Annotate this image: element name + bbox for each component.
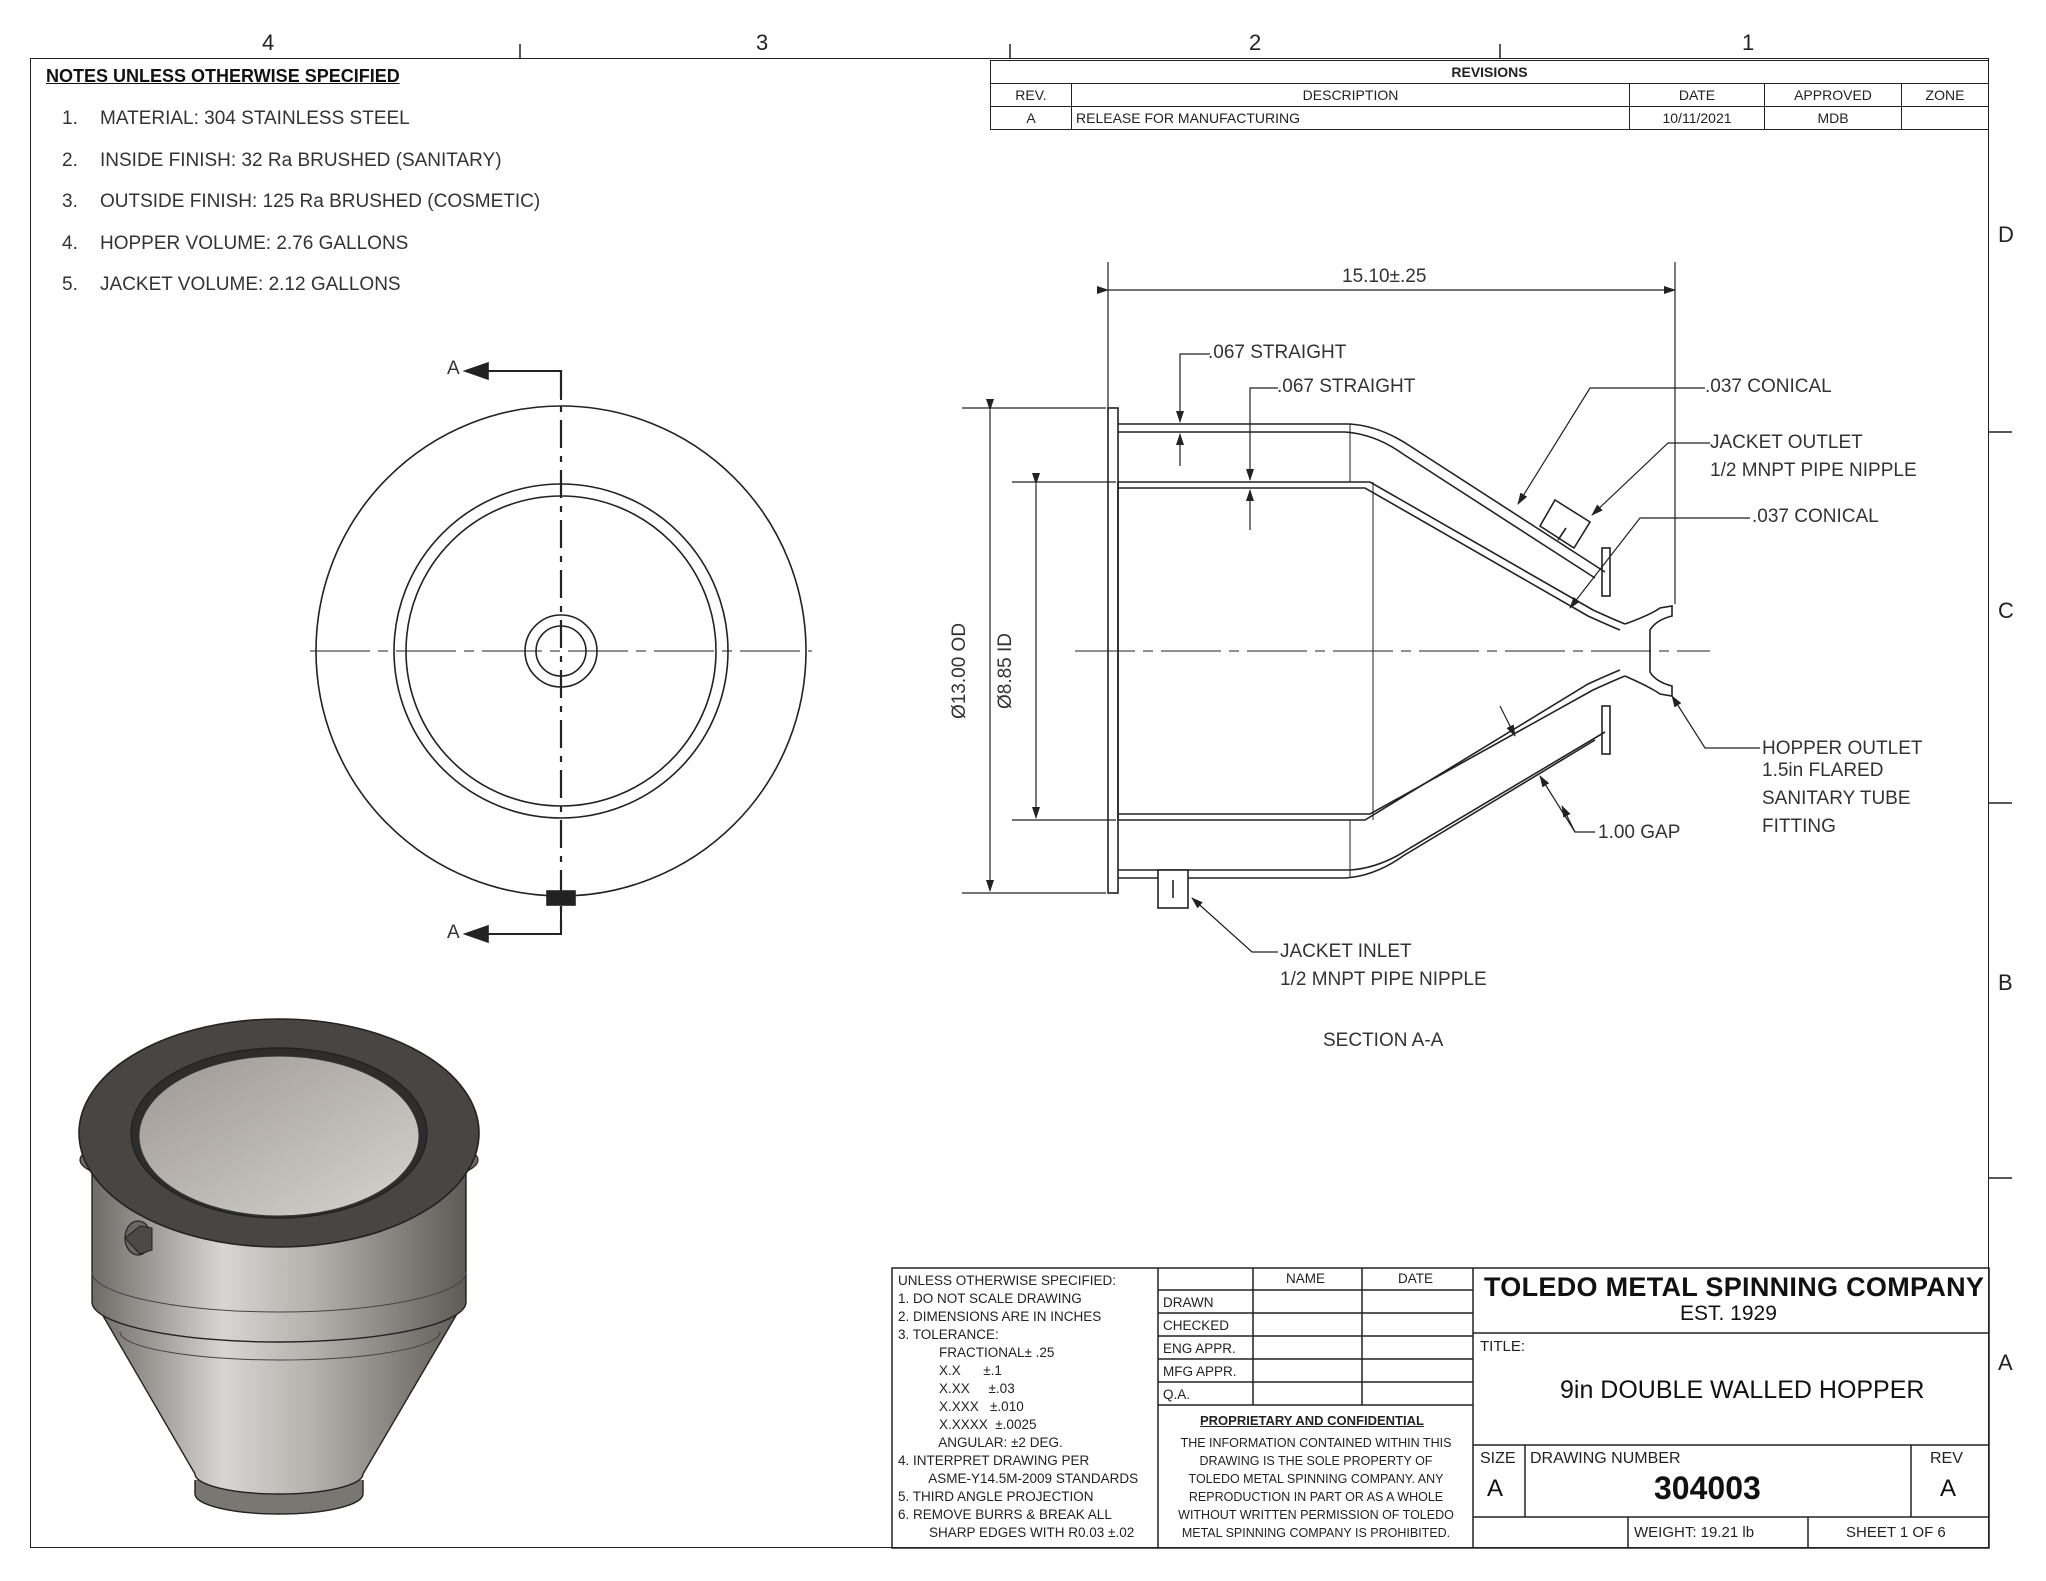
signoff-header-date: DATE <box>1398 1271 1434 1286</box>
callout-jacket-inlet-spec: 1/2 MNPT PIPE NIPPLE <box>1280 969 1487 990</box>
spec-line: FRACTIONAL± .25 <box>924 1345 1055 1360</box>
signoff-row-eng: ENG APPR. <box>1163 1341 1236 1356</box>
spec-line: 4. INTERPRET DRAWING PER <box>898 1453 1090 1468</box>
rev-cell: MDB <box>1765 107 1902 130</box>
callout-straight-2: .067 STRAIGHT <box>1277 376 1416 397</box>
note-item: 2. INSIDE FINISH: 32 Ra BRUSHED (SANITARY) <box>62 150 502 171</box>
zone-right-c: C <box>1998 598 2014 623</box>
section-view <box>962 262 1760 952</box>
spec-line: 5. THIRD ANGLE PROJECTION <box>898 1489 1094 1504</box>
size-value: A <box>1487 1475 1504 1502</box>
proprietary-line: METAL SPINNING COMPANY IS PROHIBITED. <box>1181 1526 1451 1540</box>
title-label: TITLE: <box>1480 1338 1526 1355</box>
callout-hopper-outlet-spec: 1.5in FLARED <box>1762 760 1884 781</box>
spec-line: X.X ±.1 <box>924 1363 1002 1378</box>
drawing-number-label: DRAWING NUMBER <box>1530 1450 1681 1467</box>
rev-label: REV <box>1930 1450 1963 1467</box>
rev-cell: A <box>991 107 1072 130</box>
top-view <box>310 363 812 942</box>
isometric-view <box>79 1019 479 1514</box>
company-name: TOLEDO METAL SPINNING COMPANY <box>1484 1272 1985 1302</box>
drawing-number: 304003 <box>1654 1470 1761 1506</box>
weight: WEIGHT: 19.21 lb <box>1634 1524 1755 1541</box>
signoff-row-qa: Q.A. <box>1163 1387 1191 1402</box>
callout-jacket-outlet: JACKET OUTLET <box>1710 432 1863 453</box>
proprietary-line: WITHOUT WRITTEN PERMISSION OF TOLEDO <box>1178 1508 1454 1522</box>
spec-line: 1. DO NOT SCALE DRAWING <box>898 1291 1082 1306</box>
spec-line: X.XXXX ±.0025 <box>924 1417 1037 1432</box>
section-arrow-label-bottom: A <box>447 922 460 943</box>
zone-top-3: 3 <box>756 30 769 55</box>
notes-heading: NOTES UNLESS OTHERWISE SPECIFIED <box>46 66 400 86</box>
spec-line: SHARP EDGES WITH R0.03 ±.02 <box>914 1525 1135 1540</box>
proprietary-line: REPRODUCTION IN PART OR AS A WHOLE <box>1188 1490 1444 1504</box>
spec-line: UNLESS OTHERWISE SPECIFIED: <box>898 1273 1117 1288</box>
spec-line: 3. TOLERANCE: <box>898 1327 999 1342</box>
dim-inner-diameter: Ø8.85 ID <box>995 632 1017 710</box>
zone-top-4: 4 <box>262 30 275 55</box>
sheet-number: SHEET 1 OF 6 <box>1846 1524 1946 1541</box>
note-item: 3. OUTSIDE FINISH: 125 Ra BRUSHED (COSMETIC) <box>62 191 541 212</box>
rev-header: DATE <box>1630 84 1765 107</box>
spec-line: ASME-Y14.5M-2009 STANDARDS <box>914 1471 1139 1486</box>
proprietary-title: PROPRIETARY AND CONFIDENTIAL <box>1200 1413 1424 1428</box>
callout-hopper-outlet-spec: FITTING <box>1762 816 1836 837</box>
callout-hopper-outlet: HOPPER OUTLET <box>1762 738 1923 759</box>
callout-conical-1: .037 CONICAL <box>1705 376 1832 397</box>
tolerance-spec-block <box>898 1272 1138 1542</box>
border-ticks <box>520 44 2012 1178</box>
signoff-header-name: NAME <box>1286 1271 1326 1286</box>
callout-jacket-outlet-spec: 1/2 MNPT PIPE NIPPLE <box>1710 460 1917 481</box>
rev-header: ZONE <box>1902 84 1989 107</box>
callout-conical-2: .037 CONICAL <box>1752 506 1879 527</box>
rev-cell: 10/11/2021 <box>1630 107 1765 130</box>
section-title: SECTION A-A <box>1323 1030 1444 1051</box>
rev-header: REV. <box>991 84 1072 107</box>
callout-jacket-inlet: JACKET INLET <box>1280 941 1412 962</box>
signoff-row-checked: CHECKED <box>1163 1318 1230 1333</box>
note-item: 1. MATERIAL: 304 STAINLESS STEEL <box>62 108 410 129</box>
rev-header: DESCRIPTION <box>1072 84 1630 107</box>
size-label: SIZE <box>1480 1450 1516 1467</box>
zone-right-d: D <box>1998 222 2014 247</box>
rev-header: APPROVED <box>1765 84 1902 107</box>
section-arrow-label-top: A <box>447 358 460 379</box>
zone-right-b: B <box>1998 970 2013 995</box>
company-established: EST. 1929 <box>1680 1302 1777 1325</box>
proprietary-line: DRAWING IS THE SOLE PROPERTY OF <box>1199 1454 1433 1468</box>
dim-outer-diameter: Ø13.00 OD <box>949 622 971 720</box>
zone-top-1: 1 <box>1742 30 1755 55</box>
proprietary-line: THE INFORMATION CONTAINED WITHIN THIS <box>1180 1436 1452 1450</box>
proprietary-line: TOLEDO METAL SPINNING COMPANY. ANY <box>1188 1472 1444 1486</box>
note-item: 5. JACKET VOLUME: 2.12 GALLONS <box>62 274 401 295</box>
signoff-row-drawn: DRAWN <box>1163 1295 1214 1310</box>
drawing-title: 9in DOUBLE WALLED HOPPER <box>1560 1376 1925 1404</box>
spec-line: X.XX ±.03 <box>924 1381 1015 1396</box>
callout-straight-1: .067 STRAIGHT <box>1208 342 1347 363</box>
zone-right-a: A <box>1998 1350 2013 1375</box>
signoff-row-mfg: MFG APPR. <box>1163 1364 1237 1379</box>
callout-gap: 1.00 GAP <box>1598 822 1681 843</box>
proprietary-notice <box>1162 1434 1470 1542</box>
zone-top-2: 2 <box>1249 30 1262 55</box>
note-item: 4. HOPPER VOLUME: 2.76 GALLONS <box>62 233 409 254</box>
spec-line: 2. DIMENSIONS ARE IN INCHES <box>898 1309 1102 1324</box>
revisions-title: REVISIONS <box>991 61 1989 84</box>
spec-line: 6. REMOVE BURRS & BREAK ALL <box>898 1507 1112 1522</box>
spec-line: ANGULAR: ±2 DEG. <box>924 1435 1063 1450</box>
callout-hopper-outlet-spec: SANITARY TUBE <box>1762 788 1911 809</box>
dim-overall-length: 15.10±.25 <box>1342 266 1427 287</box>
spec-line: X.XXX ±.010 <box>924 1399 1024 1414</box>
rev-value: A <box>1940 1475 1957 1502</box>
rev-cell: RELEASE FOR MANUFACTURING <box>1072 107 1630 130</box>
